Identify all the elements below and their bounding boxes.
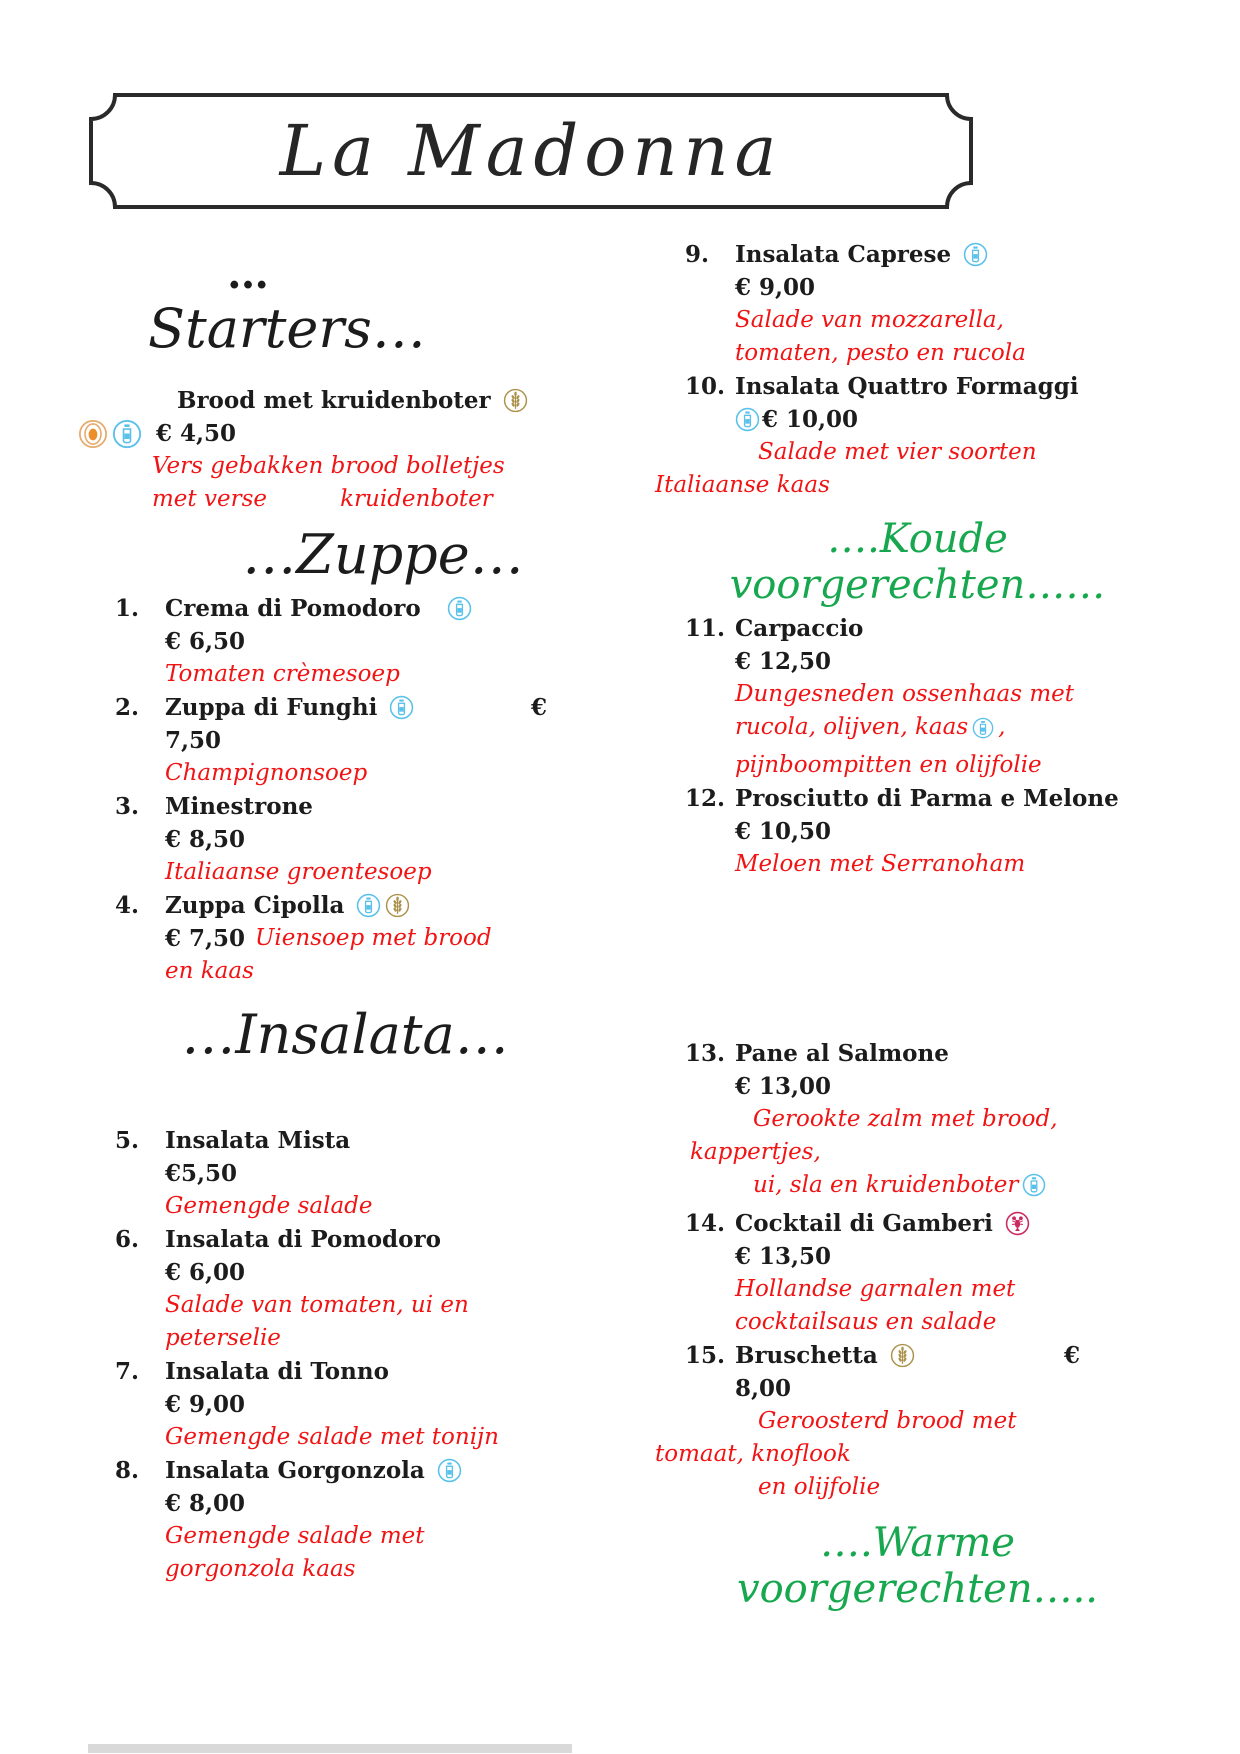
menu-item-insalata-di-pomodoro (115, 1223, 575, 1355)
item-description: gorgonzola kaas (165, 1556, 356, 1582)
menu-item-prosciutto-di-parma-e-melone (685, 782, 1150, 881)
item-name: Prosciutto di Parma e Melone (735, 785, 1119, 812)
item-description: tomaten, pesto en rucola (735, 340, 1026, 366)
item-number: 3. (115, 793, 140, 820)
item-number: 8. (115, 1457, 140, 1484)
restaurant-name-plaque (88, 92, 974, 210)
euro-symbol: € (530, 694, 547, 721)
item-price: €5,50 (165, 1160, 238, 1187)
menu-item-zuppa-cipolla (115, 889, 575, 988)
bread-price-line (78, 417, 575, 450)
menu-item-bruschetta (655, 1339, 1150, 1504)
milk-bottle-icon (437, 1458, 462, 1483)
item-description: Meloen met Serranoham (735, 851, 1026, 877)
item-price: € 9,00 (165, 1391, 246, 1418)
item-price: € 8,00 (165, 1490, 246, 1517)
item-name: Insalata Gorgonzola (165, 1457, 425, 1484)
item-name: Carpaccio (735, 615, 864, 642)
item-price: 7,50 (165, 727, 222, 754)
item-price: € 12,50 (735, 648, 832, 675)
item-description: en kaas (165, 958, 254, 984)
item-number: 7. (115, 1358, 140, 1385)
item-price: € 10,00 (762, 406, 859, 433)
item-number: 11. (685, 615, 726, 642)
left-column (115, 249, 575, 1586)
item-description: Hollandse garnalen met (735, 1276, 1016, 1302)
milk-bottle-icon (963, 242, 988, 267)
item-name: Zuppa di Funghi (165, 694, 378, 721)
bread-description: Vers gebakken brood bolletjes met verse kruidenboter (152, 453, 505, 512)
item-description: peterselie (165, 1325, 281, 1351)
item-price: € 9,00 (735, 274, 816, 301)
item-price: € 6,00 (165, 1259, 246, 1286)
egg-icon (78, 419, 108, 449)
item-description-inline: Uiensoep met brood (255, 925, 492, 951)
item-description: cocktailsaus en salade (735, 1309, 997, 1335)
item-number: 4. (115, 892, 140, 919)
item-name: Pane al Salmone (735, 1040, 949, 1067)
item-description: Dungesneden ossenhaas met (735, 681, 1074, 707)
euro-symbol: € (1063, 1342, 1080, 1369)
item-number: 6. (115, 1226, 140, 1253)
starters-heading: Starters… (148, 297, 426, 360)
item-price: € 10,50 (735, 818, 832, 845)
bread-price: € 4,50 (156, 420, 237, 447)
milk-bottle-icon (447, 596, 472, 621)
item-description: Geroosterd brood met (758, 1408, 1017, 1434)
milk-bottle-icon (1022, 1173, 1046, 1207)
item-description: Champignonsoep (165, 760, 368, 786)
item-name: Crema di Pomodoro (165, 595, 421, 622)
item-description: Salade met vier soorten (758, 439, 1037, 465)
item-price: € 13,00 (735, 1073, 832, 1100)
item-price: € 6,50 (165, 628, 246, 655)
zuppe-heading: …Zuppe… (242, 523, 524, 586)
wheat-icon (385, 893, 410, 918)
wheat-icon (890, 1343, 915, 1368)
insalata-heading: …Insalata… (181, 1003, 509, 1066)
dots-line: … (227, 249, 269, 298)
menu-item-insalata-di-tonno (115, 1355, 575, 1454)
milk-bottle-icon (389, 695, 414, 720)
crustacean-icon (1005, 1211, 1030, 1236)
item-description: Gemengde salade met (165, 1523, 425, 1549)
menu-item-pane-al-salmone (685, 1037, 1150, 1207)
bottom-edge-artifact (88, 1744, 572, 1753)
item-number: 10. (685, 373, 726, 400)
item-description: Gerookte zalm met brood, (753, 1106, 1058, 1132)
item-description: Salade van mozzarella, (735, 307, 1004, 333)
menu-item-crema-di-pomodoro (115, 592, 575, 691)
menu-item-zuppa-di-funghi (115, 691, 575, 790)
item-name: Insalata Quattro Formaggi (735, 373, 1079, 400)
milk-bottle-icon (735, 407, 760, 432)
item-number: 13. (685, 1040, 726, 1067)
item-number: 14. (685, 1210, 726, 1237)
item-price: € 8,50 (165, 826, 246, 853)
item-name: Insalata di Tonno (165, 1358, 389, 1385)
restaurant-name: La Madonna (279, 110, 783, 192)
section-gap (685, 881, 1150, 1037)
item-name: Insalata di Pomodoro (165, 1226, 441, 1253)
milk-bottle-icon (356, 893, 381, 918)
item-description: tomaat, knoflook (655, 1441, 851, 1467)
item-description: rucola, olijven, kaas , (735, 711, 1150, 749)
item-number: 1. (115, 595, 140, 622)
menu-item-carpaccio (685, 612, 1150, 782)
item-description: Gemengde salade met tonijn (165, 1424, 499, 1450)
item-description: Gemengde salade (165, 1193, 373, 1219)
item-description: pijnboompitten en olijfolie (735, 752, 1042, 778)
item-price: € 13,50 (735, 1243, 832, 1270)
item-number: 15. (685, 1342, 726, 1369)
item-description: Salade van tomaten, ui en (165, 1292, 469, 1318)
item-name: Bruschetta (735, 1342, 878, 1369)
milk-bottle-icon (112, 419, 142, 449)
item-name: Insalata Caprese (735, 241, 952, 268)
item-name: Zuppa Cipolla (165, 892, 345, 919)
menu-item-cocktail-di-gamberi (685, 1207, 1150, 1339)
menu-item-insalata-quattro-formaggi (655, 370, 1150, 502)
menu-item-minestrone (115, 790, 575, 889)
item-name: Cocktail di Gamberi (735, 1210, 993, 1237)
item-description: ui, sla en kruidenboter (753, 1169, 1150, 1207)
item-description: Tomaten crèmesoep (165, 661, 400, 687)
item-price: € 7,50 (165, 925, 246, 952)
warme-voorgerechten-heading: ….Warme voorgerechten….. (736, 1520, 1099, 1612)
item-description: en olijfolie (758, 1474, 881, 1500)
bread-item-name: Brood met kruidenboter (177, 384, 575, 417)
menu-item-insalata-mista (115, 1124, 575, 1223)
item-description: Italiaanse groentesoep (165, 859, 432, 885)
koude-voorgerechten-heading: ….Koude voorgerechten…… (729, 516, 1106, 608)
item-price: 8,00 (735, 1375, 792, 1402)
right-column (655, 238, 1150, 1612)
item-number: 9. (685, 241, 710, 268)
item-description: kappertjes, (690, 1139, 821, 1165)
milk-bottle-icon (972, 716, 994, 749)
item-number: 2. (115, 694, 140, 721)
item-number: 12. (685, 785, 726, 812)
item-name: Minestrone (165, 793, 313, 820)
item-name: Insalata Mista (165, 1127, 351, 1154)
item-number: 5. (115, 1127, 140, 1154)
menu-item-insalata-gorgonzola (115, 1454, 575, 1586)
menu-item-insalata-caprese (685, 238, 1150, 370)
item-description: Italiaanse kaas (655, 472, 830, 498)
wheat-icon (503, 388, 528, 413)
